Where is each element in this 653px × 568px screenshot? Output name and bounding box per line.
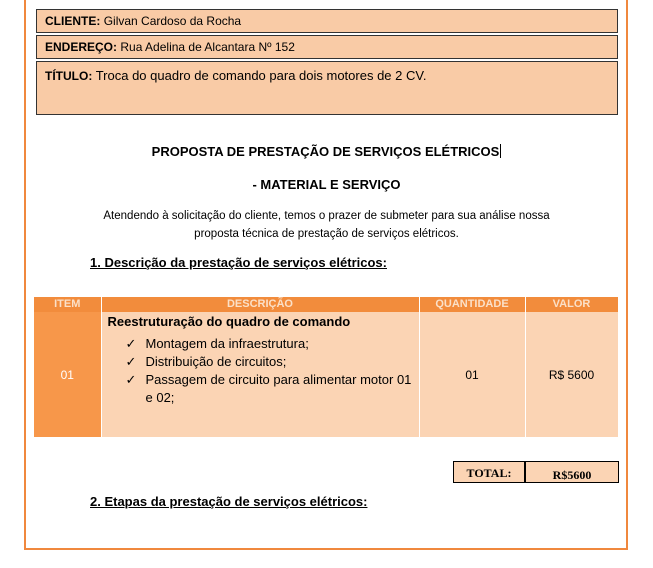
column-header-quantity: QUANTIDADE (419, 297, 525, 312)
description-list (108, 335, 413, 407)
intro-line: proposta técnica de prestação de serviços elétricos. (194, 228, 459, 240)
description-cell[interactable] (101, 312, 419, 437)
intro-paragraph[interactable] (0, 207, 653, 243)
title-value: Troca do quadro de comando para dois motores de 2 CV. (95, 68, 427, 83)
item-number-cell[interactable]: 01 (34, 312, 101, 437)
value-cell[interactable]: R$ 5600 (525, 312, 618, 437)
address-value: Rua Adelina de Alcantara Nº 152 (120, 40, 295, 54)
quantity-cell[interactable]: 01 (419, 312, 525, 437)
title-field[interactable] (36, 61, 618, 115)
intro-line: Atendendo à solicitação do cliente, temos o prazer de submeter para sua análise nossa (103, 210, 550, 222)
list-item (126, 371, 413, 407)
list-item-text: Montagem da infraestrutura; (145, 336, 309, 351)
column-header-value: VALOR (525, 297, 618, 312)
client-label: CLIENTE: (45, 14, 101, 28)
section-heading-2[interactable]: 2. Etapas da prestação de serviços elétricos: (90, 494, 368, 509)
column-header-item: ITEM (34, 297, 101, 312)
document-title[interactable] (0, 144, 653, 159)
check-icon: ✓ (125, 336, 137, 351)
section-heading-1[interactable]: 1. Descrição da prestação de serviços elétricos: (90, 255, 387, 270)
check-icon: ✓ (125, 372, 137, 387)
document-title-text: PROPOSTA DE PRESTAÇÃO DE SERVIÇOS ELÉTRICOS (151, 144, 500, 159)
check-icon: ✓ (125, 354, 137, 369)
table-header-row (34, 297, 618, 312)
address-field[interactable] (36, 35, 618, 59)
table-row (34, 312, 618, 437)
description-title: Reestruturação do quadro de comando (107, 314, 351, 329)
title-label: TÍTULO: (45, 69, 93, 83)
text-cursor (500, 144, 501, 158)
address-label: ENDEREÇO: (45, 40, 118, 54)
column-header-description: DESCRIÇÃO (101, 297, 419, 312)
document-subtitle[interactable]: - MATERIAL E SERVIÇO (252, 177, 401, 192)
client-value: Gilvan Cardoso da Rocha (103, 14, 242, 28)
list-item-text: Distribuição de circuitos; (145, 354, 287, 369)
list-item (126, 335, 413, 353)
list-item-text: Passagem de circuito para alimentar motor 01 e 02; (145, 372, 412, 405)
services-table (34, 297, 619, 437)
list-item (126, 353, 413, 371)
client-field[interactable] (36, 9, 618, 33)
total-label: TOTAL: (453, 461, 525, 483)
total-value: R$5600 (525, 461, 619, 483)
